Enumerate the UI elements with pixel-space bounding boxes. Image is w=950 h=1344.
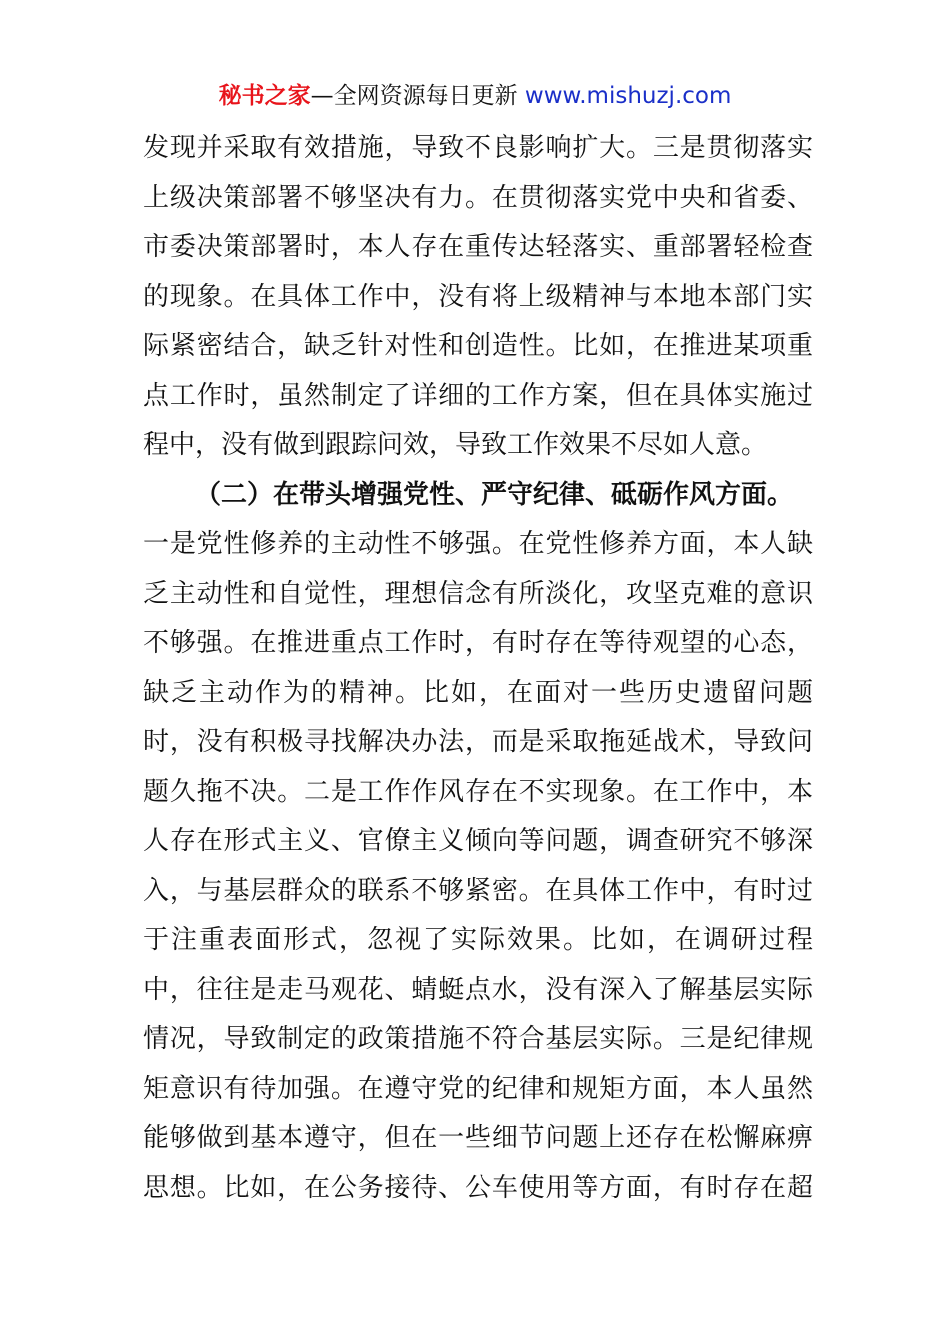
body-line: 不够强。在推进重点工作时，有时存在等待观望的心态， bbox=[143, 628, 813, 658]
section-heading: （二）在带头增强党性、严守纪律、砥砺作风方面。 bbox=[195, 479, 794, 510]
body-line: 思想。比如，在公务接待、公车使用等方面，有时存在超 bbox=[143, 1172, 813, 1203]
body-line: 上级决策部署不够坚决有力。在贯彻落实党中央和省委、 bbox=[143, 182, 813, 213]
body-line: 程中，没有做到跟踪问效，导致工作效果不尽如人意。 bbox=[143, 430, 768, 460]
body-line: 中，往往是走马观花、蜻蜓点水，没有深入了解基层实际 bbox=[143, 974, 813, 1005]
document-body bbox=[143, 124, 813, 1213]
body-line: 乏主动性和自觉性，理想信念有所淡化，攻坚克难的意识 bbox=[143, 578, 813, 609]
body-line: 情况，导致制定的政策措施不符合基层实际。三是纪律规 bbox=[143, 1024, 813, 1054]
header-tagline: —全网资源每日更新 bbox=[310, 83, 525, 109]
body-line: 发现并采取有效措施，导致不良影响扩大。三是贯彻落实 bbox=[143, 133, 813, 163]
body-line: 人存在形式主义、官僚主义倾向等问题，调查研究不够深 bbox=[143, 826, 813, 856]
body-line: 一是党性修养的主动性不够强。在党性修养方面，本人缺 bbox=[143, 529, 813, 559]
header-site-link[interactable]: www.mishuzj.com bbox=[524, 83, 732, 109]
body-line: 矩意识有待加强。在遵守党的纪律和规矩方面，本人虽然 bbox=[143, 1073, 813, 1104]
page-header bbox=[0, 78, 950, 114]
body-line: 的现象。在具体工作中，没有将上级精神与本地本部门实 bbox=[143, 281, 813, 312]
body-line: 于注重表面形式，忽视了实际效果。比如，在调研过程 bbox=[143, 925, 813, 955]
body-line: 题久拖不决。二是工作作风存在不实现象。在工作中，本 bbox=[143, 776, 813, 807]
body-line: 入，与基层群众的联系不够紧密。在具体工作中，有时过 bbox=[143, 875, 813, 906]
body-line: 点工作时，虽然制定了详细的工作方案，但在具体实施过 bbox=[143, 380, 813, 411]
body-line: 际紧密结合，缺乏针对性和创造性。比如，在推进某项重 bbox=[143, 331, 813, 361]
header-brand: 秘书之家 bbox=[218, 83, 311, 109]
body-line: 市委决策部署时，本人存在重传达轻落实、重部署轻检查 bbox=[143, 232, 813, 262]
body-line: 缺乏主动作为的精神。比如，在面对一些历史遗留问题 bbox=[143, 677, 813, 708]
body-line: 能够做到基本遵守，但在一些细节问题上还存在松懈麻痹 bbox=[143, 1123, 813, 1153]
body-line: 时，没有积极寻找解决办法，而是采取拖延战术，导致问 bbox=[143, 727, 813, 757]
